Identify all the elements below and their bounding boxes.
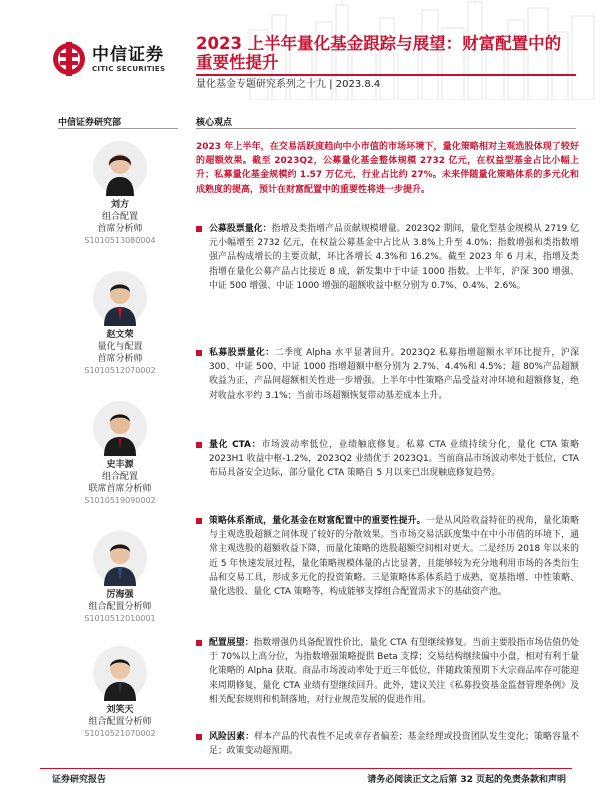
analyst-card bbox=[55, 140, 185, 247]
bullet-square-icon bbox=[196, 734, 202, 740]
bullet-point bbox=[196, 636, 579, 707]
analyst-role: 联席首席分析师 bbox=[88, 484, 152, 494]
analyst-license-id: S1010512070002 bbox=[84, 366, 156, 375]
bullet-text: 指增及类指增产品贡献规模增量。2023Q2 期间，量化型基金规模从 2719 亿元小幅增至 2732 亿元，在权益公募基金中占比从 3.8%上升至 4.0%；指数增强和类指数增强产品构成增长的主要贡献，环比各增长 4.3%和 16.2%。截至 2023 年 6 月末，指增及类指增在量化公募产品占比接近 8 成，新发集中于中证 1000 指数。上半年，沪深 300 增强、中证 500 增强、中证 1000 增强的超额收益中枢分别为 0.7%、0.4%、2.6%。 bbox=[209, 224, 580, 291]
bullet-heading: 私募股票量化： bbox=[209, 348, 275, 358]
footer-label: 证券研究报告 bbox=[52, 775, 107, 785]
analyst-name: 刘笑天 bbox=[106, 705, 134, 715]
bullet-point bbox=[196, 346, 579, 403]
bullet-text: 二季度 Alpha 水平显著回升。2023Q2 私募指增超额水平环比提升，沪深 300、中证 500、中证 1000 指增超额中枢分别为 2.7%、4.4%和 4.5%；超 80%产品超额收益为正，产品间超额相关性进一步增强。上半年中性策略产品受益对冲环境和超额修复，绝对收益水平约 3.1%；当前市场超额恢复带动基差成本上升。 bbox=[209, 348, 579, 401]
department-divider bbox=[58, 128, 178, 129]
avatar bbox=[92, 400, 148, 456]
bullet-heading: 风险因素： bbox=[209, 732, 255, 742]
citic-logo-icon bbox=[52, 42, 86, 76]
analyst-role: 首席分析师 bbox=[97, 224, 143, 234]
bullet-point bbox=[196, 438, 579, 481]
disclaimer-notice: 请务必阅读正文之后第 32 页起的免责条款和声明 bbox=[367, 775, 566, 785]
bullet-square-icon bbox=[196, 518, 202, 524]
bullet-text: 一是从风险收益特征的视角，量化策略与主观选股超额之间体现了较好的分散效果。当市场交易活跃度集中在中小市值的环境下，通常主观选股的超额收益下降，而量化策略的选股超额空间相对更大。二是经历 2018 年以来的近 5 年快速发展过程，量化策略规模体量的占比显著，且能够较为充分地利用市场的各类衍生品和交易工具，形成多元化的投资策略。三是策略体系体系趋于成熟，宽基指增、中性策略、量化选股、量化 CTA 策略等，构成能够支撑组合配置需求下的基础资产池。 bbox=[209, 516, 580, 598]
avatar bbox=[92, 645, 148, 701]
analyst-team: 量化与配置 bbox=[97, 342, 143, 352]
department-title: 中信证券研究部 bbox=[58, 118, 122, 128]
report-header bbox=[0, 0, 600, 100]
avatar bbox=[92, 530, 148, 586]
analyst-name: 史丰源 bbox=[106, 460, 134, 470]
bullet-heading: 公募股票量化： bbox=[209, 224, 272, 234]
analyst-card bbox=[55, 270, 185, 377]
analyst-team: 组合配置 bbox=[101, 472, 138, 482]
footer-divider bbox=[40, 768, 572, 769]
core-views-title: 核心观点 bbox=[196, 118, 233, 128]
bullet-heading: 配置展望： bbox=[209, 638, 254, 648]
avatar bbox=[92, 270, 148, 326]
analyst-license-id: S1010512010001 bbox=[84, 614, 156, 623]
analyst-role: 首席分析师 bbox=[97, 354, 143, 364]
bullet-text: 市场波动率低位，业绩触底修复。私募 CTA 业绩持续分化，量化 CTA 策略 2023H1 收益中枢-1.2%，2023Q2 业绩优于 2023Q1。当前商品市场波动率处于低位，CTA 布局具备安全边际，部分量化 CTA 策略自 5 月以来已出现触底修复趋势。 bbox=[209, 440, 580, 479]
analyst-team: 组合配置分析师 bbox=[88, 717, 152, 727]
analyst-team: 组合配置分析师 bbox=[88, 602, 152, 612]
bullet-heading: 策略体系渐成，量化基金在财富配置中的重要性提升。 bbox=[209, 516, 426, 526]
analyst-card bbox=[55, 530, 185, 625]
logo-english-name: CITIC SECURITIES bbox=[92, 64, 166, 73]
bullet-text: 样本产品的代表性不足或幸存者偏差；基金经理或投资团队发生变化；策略容量不足；政策变动超预期。 bbox=[209, 732, 579, 757]
logo-chinese-name: 中信证券 bbox=[92, 44, 164, 65]
core-summary bbox=[196, 140, 579, 197]
bullet-square-icon bbox=[196, 640, 202, 646]
analyst-license-id: S1010519090002 bbox=[84, 496, 156, 505]
bullet-point bbox=[196, 514, 579, 599]
summary-text: 2023 年上半年，在交易活跃度趋向中小市值的市场环境下，量化策略相对主观选股体现了较好的超额效果。截至 2023Q2，公募量化基金整体规模 2732 亿元，在权益型基金占比小幅上升；私募量化基金规模约 1.57 万亿元，行业占比约 27%。未来伴随量化策略体系的多元化和成熟度的提高，预计在财富配置中的重要性将进一步提升。 bbox=[196, 142, 579, 195]
report-subtitle: 量化基金专题研究系列之十九 | 2023.8.4 bbox=[196, 79, 381, 90]
bullet-point bbox=[196, 222, 579, 293]
analyst-license-id: S1010521070002 bbox=[84, 729, 156, 738]
report-title: 2023 上半年量化基金跟踪与展望：财富配置中的重要性提升 bbox=[196, 34, 562, 72]
analyst-team: 组合配置 bbox=[101, 212, 138, 222]
bullet-text: 指数增强仍具备配置性价比，量化 CTA 有望继续修复。当前主要股指市场估值仍处于 70%以上高分位，为指数增强策略提供 Beta 支撑；交易结构继续偏中小盘，相对有利于量化策略的 Alpha 获取。商品市场波动率处于近三年低位，伴随政策预期下大宗商品库存可能迎来周期修复，量化 CTA 业绩有望继续回升。此外，建议关注《私募投资基金监督管理条例》及相关配套规则和机制落地，对行业规范发展的促进作用。 bbox=[209, 638, 579, 705]
core-views-divider bbox=[196, 128, 576, 129]
analyst-card bbox=[55, 400, 185, 507]
analyst-license-id: S1010513080004 bbox=[84, 236, 156, 245]
analyst-name: 厉海强 bbox=[106, 590, 134, 600]
bullet-square-icon bbox=[196, 350, 202, 356]
bullet-heading: 量化 CTA： bbox=[209, 440, 262, 450]
bullet-point bbox=[196, 730, 579, 758]
title-divider bbox=[196, 74, 576, 76]
analyst-card bbox=[55, 645, 185, 740]
avatar bbox=[92, 140, 148, 196]
analyst-name: 赵文荣 bbox=[106, 330, 134, 340]
bullet-square-icon bbox=[196, 226, 202, 232]
citic-logo bbox=[52, 42, 165, 76]
analyst-name: 刘方 bbox=[110, 200, 129, 210]
bullet-square-icon bbox=[196, 442, 202, 448]
